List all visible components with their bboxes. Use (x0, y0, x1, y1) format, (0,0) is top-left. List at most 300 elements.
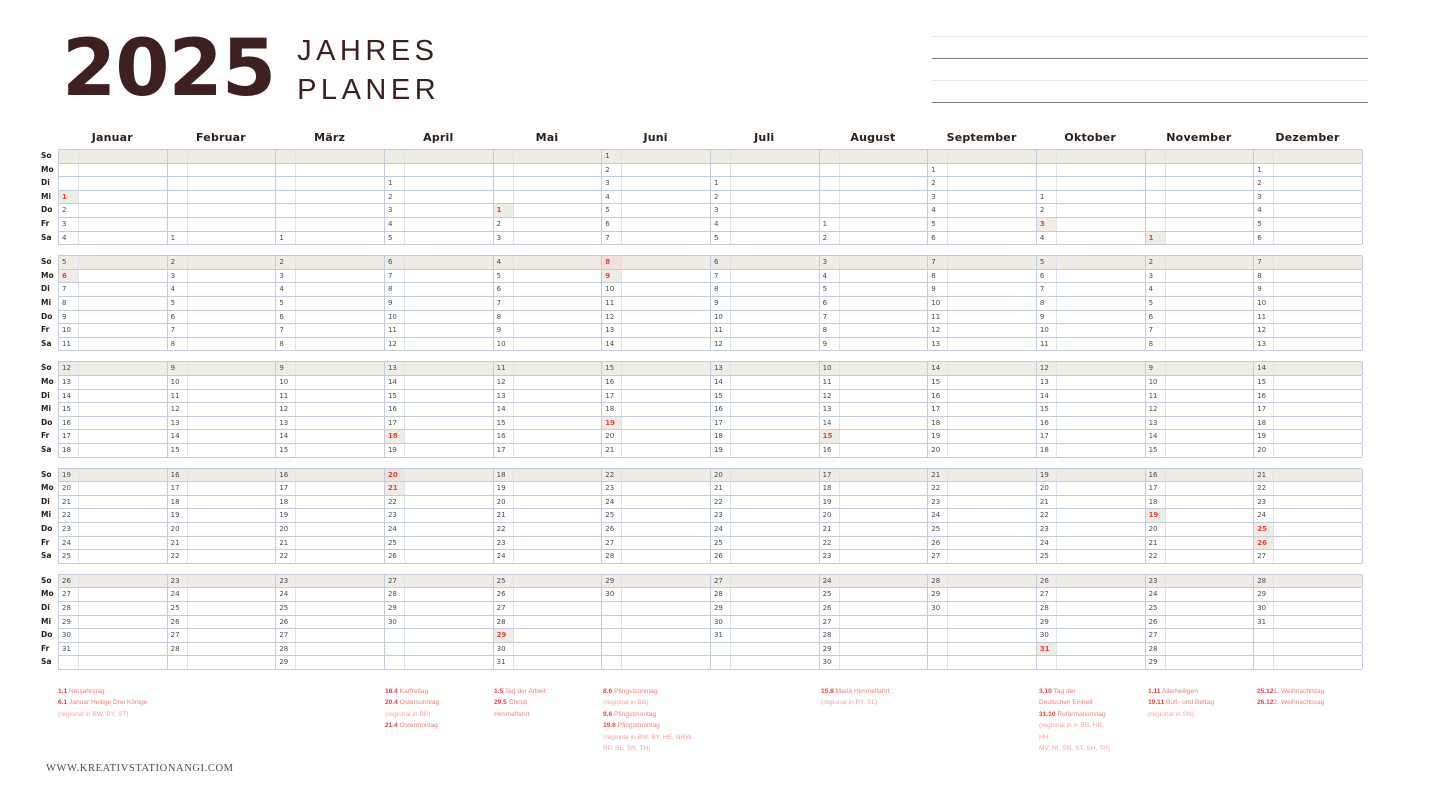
day-note-cell[interactable] (514, 204, 603, 217)
day-note-cell[interactable] (1274, 629, 1363, 642)
day-note-cell[interactable] (948, 656, 1037, 669)
day-note-cell[interactable] (1274, 602, 1363, 615)
day-note-cell[interactable] (1274, 338, 1363, 351)
day-note-cell[interactable] (79, 362, 168, 375)
day-note-cell[interactable] (188, 482, 277, 495)
day-note-cell[interactable] (1274, 509, 1363, 522)
day-note-cell[interactable] (79, 297, 168, 310)
day-note-cell[interactable] (296, 204, 385, 217)
day-note-cell[interactable] (622, 256, 711, 269)
day-note-cell[interactable] (79, 177, 168, 190)
day-note-cell[interactable] (1166, 575, 1255, 588)
day-note-cell[interactable] (1166, 338, 1255, 351)
day-note-cell[interactable] (296, 430, 385, 443)
day-note-cell[interactable] (296, 444, 385, 457)
day-note-cell[interactable] (514, 643, 603, 656)
day-note-cell[interactable] (514, 390, 603, 403)
day-note-cell[interactable] (731, 283, 820, 296)
day-note-cell[interactable] (1057, 430, 1146, 443)
day-note-cell[interactable] (405, 324, 494, 337)
day-note-cell[interactable] (79, 376, 168, 389)
day-note-cell[interactable] (1057, 297, 1146, 310)
day-note-cell[interactable] (1274, 376, 1363, 389)
day-note-cell[interactable] (1057, 232, 1146, 245)
day-note-cell[interactable] (840, 218, 929, 231)
day-note-cell[interactable] (840, 270, 929, 283)
day-note-cell[interactable] (1166, 297, 1255, 310)
day-note-cell[interactable] (79, 338, 168, 351)
day-note-cell[interactable] (79, 509, 168, 522)
day-note-cell[interactable] (79, 588, 168, 601)
day-note-cell[interactable] (948, 537, 1037, 550)
day-note-cell[interactable] (622, 417, 711, 430)
day-note-cell[interactable] (514, 509, 603, 522)
day-note-cell[interactable] (1274, 575, 1363, 588)
day-note-cell[interactable] (188, 324, 277, 337)
day-note-cell[interactable] (1057, 256, 1146, 269)
day-note-cell[interactable] (622, 523, 711, 536)
day-note-cell[interactable] (1274, 550, 1363, 563)
day-note-cell[interactable] (296, 232, 385, 245)
day-note-cell[interactable] (1166, 324, 1255, 337)
day-note-cell[interactable] (296, 417, 385, 430)
day-note-cell[interactable] (79, 311, 168, 324)
day-note-cell[interactable] (1057, 496, 1146, 509)
day-note-cell[interactable] (731, 444, 820, 457)
day-note-cell[interactable] (514, 469, 603, 482)
day-note-cell[interactable] (1166, 270, 1255, 283)
day-note-cell[interactable] (188, 588, 277, 601)
day-note-cell[interactable] (1274, 362, 1363, 375)
day-note-cell[interactable] (622, 191, 711, 204)
day-note-cell[interactable] (79, 643, 168, 656)
day-note-cell[interactable] (840, 575, 929, 588)
day-note-cell[interactable] (1274, 417, 1363, 430)
day-note-cell[interactable] (1166, 469, 1255, 482)
day-note-cell[interactable] (840, 390, 929, 403)
day-note-cell[interactable] (405, 616, 494, 629)
day-note-cell[interactable] (1057, 270, 1146, 283)
day-note-cell[interactable] (296, 324, 385, 337)
day-note-cell[interactable] (79, 575, 168, 588)
day-note-cell[interactable] (948, 390, 1037, 403)
day-note-cell[interactable] (840, 602, 929, 615)
day-note-cell[interactable] (622, 537, 711, 550)
day-note-cell[interactable] (948, 588, 1037, 601)
day-note-cell[interactable] (948, 283, 1037, 296)
day-note-cell[interactable] (296, 376, 385, 389)
day-note-cell[interactable] (948, 362, 1037, 375)
day-note-cell[interactable] (1274, 191, 1363, 204)
day-note-cell[interactable] (296, 509, 385, 522)
day-note-cell[interactable] (840, 537, 929, 550)
day-note-cell[interactable] (840, 232, 929, 245)
day-note-cell[interactable] (296, 390, 385, 403)
day-note-cell[interactable] (1057, 191, 1146, 204)
day-note-cell[interactable] (188, 509, 277, 522)
day-note-cell[interactable] (1274, 430, 1363, 443)
day-note-cell[interactable] (731, 218, 820, 231)
day-note-cell[interactable] (1057, 324, 1146, 337)
day-note-cell[interactable] (188, 523, 277, 536)
day-note-cell[interactable] (948, 469, 1037, 482)
day-note-cell[interactable] (1166, 602, 1255, 615)
day-note-cell[interactable] (79, 270, 168, 283)
day-note-cell[interactable] (188, 575, 277, 588)
day-note-cell[interactable] (1166, 509, 1255, 522)
day-note-cell[interactable] (188, 444, 277, 457)
day-note-cell[interactable] (1274, 311, 1363, 324)
day-note-cell[interactable] (514, 311, 603, 324)
day-note-cell[interactable] (79, 602, 168, 615)
day-note-cell[interactable] (79, 482, 168, 495)
day-note-cell[interactable] (514, 297, 603, 310)
day-note-cell[interactable] (840, 362, 929, 375)
day-note-cell[interactable] (1166, 232, 1255, 245)
day-note-cell[interactable] (622, 376, 711, 389)
day-note-cell[interactable] (1274, 643, 1363, 656)
day-note-cell[interactable] (188, 232, 277, 245)
day-note-cell[interactable] (79, 656, 168, 669)
day-note-cell[interactable] (1274, 297, 1363, 310)
day-note-cell[interactable] (79, 164, 168, 177)
day-note-cell[interactable] (1274, 164, 1363, 177)
day-note-cell[interactable] (296, 469, 385, 482)
day-note-cell[interactable] (948, 164, 1037, 177)
day-note-cell[interactable] (514, 232, 603, 245)
day-note-cell[interactable] (296, 177, 385, 190)
day-note-cell[interactable] (622, 602, 711, 615)
day-note-cell[interactable] (622, 656, 711, 669)
day-note-cell[interactable] (514, 575, 603, 588)
day-note-cell[interactable] (840, 523, 929, 536)
day-note-cell[interactable] (622, 430, 711, 443)
day-note-cell[interactable] (296, 150, 385, 163)
day-note-cell[interactable] (731, 629, 820, 642)
day-note-cell[interactable] (1274, 588, 1363, 601)
day-note-cell[interactable] (296, 656, 385, 669)
day-note-cell[interactable] (79, 430, 168, 443)
day-note-cell[interactable] (405, 283, 494, 296)
day-note-cell[interactable] (731, 297, 820, 310)
day-note-cell[interactable] (514, 164, 603, 177)
day-note-cell[interactable] (948, 482, 1037, 495)
day-note-cell[interactable] (840, 177, 929, 190)
day-note-cell[interactable] (1057, 390, 1146, 403)
day-note-cell[interactable] (405, 469, 494, 482)
day-note-cell[interactable] (948, 232, 1037, 245)
day-note-cell[interactable] (1057, 150, 1146, 163)
day-note-cell[interactable] (840, 588, 929, 601)
day-note-cell[interactable] (1057, 177, 1146, 190)
day-note-cell[interactable] (1166, 523, 1255, 536)
day-note-cell[interactable] (948, 204, 1037, 217)
day-note-cell[interactable] (1274, 177, 1363, 190)
day-note-cell[interactable] (79, 523, 168, 536)
day-note-cell[interactable] (622, 550, 711, 563)
day-note-cell[interactable] (514, 256, 603, 269)
day-note-cell[interactable] (622, 283, 711, 296)
day-note-cell[interactable] (1057, 164, 1146, 177)
day-note-cell[interactable] (405, 191, 494, 204)
day-note-cell[interactable] (188, 204, 277, 217)
day-note-cell[interactable] (840, 283, 929, 296)
day-note-cell[interactable] (948, 338, 1037, 351)
day-note-cell[interactable] (1166, 191, 1255, 204)
day-note-cell[interactable] (1057, 338, 1146, 351)
day-note-cell[interactable] (1274, 656, 1363, 669)
day-note-cell[interactable] (622, 444, 711, 457)
day-note-cell[interactable] (79, 191, 168, 204)
day-note-cell[interactable] (514, 656, 603, 669)
day-note-cell[interactable] (1274, 537, 1363, 550)
day-note-cell[interactable] (622, 362, 711, 375)
day-note-cell[interactable] (622, 482, 711, 495)
day-note-cell[interactable] (405, 164, 494, 177)
day-note-cell[interactable] (731, 602, 820, 615)
day-note-cell[interactable] (1166, 164, 1255, 177)
day-note-cell[interactable] (188, 629, 277, 642)
day-note-cell[interactable] (948, 643, 1037, 656)
day-note-cell[interactable] (188, 177, 277, 190)
day-note-cell[interactable] (79, 232, 168, 245)
day-note-cell[interactable] (405, 537, 494, 550)
day-note-cell[interactable] (79, 550, 168, 563)
day-note-cell[interactable] (840, 204, 929, 217)
day-note-cell[interactable] (731, 496, 820, 509)
day-note-cell[interactable] (731, 232, 820, 245)
day-note-cell[interactable] (188, 164, 277, 177)
day-note-cell[interactable] (622, 270, 711, 283)
day-note-cell[interactable] (622, 496, 711, 509)
day-note-cell[interactable] (79, 417, 168, 430)
day-note-cell[interactable] (296, 270, 385, 283)
day-note-cell[interactable] (514, 588, 603, 601)
day-note-cell[interactable] (840, 656, 929, 669)
day-note-cell[interactable] (840, 496, 929, 509)
day-note-cell[interactable] (514, 616, 603, 629)
day-note-cell[interactable] (188, 656, 277, 669)
day-note-cell[interactable] (948, 629, 1037, 642)
day-note-cell[interactable] (514, 362, 603, 375)
day-note-cell[interactable] (840, 482, 929, 495)
day-note-cell[interactable] (1057, 575, 1146, 588)
day-note-cell[interactable] (622, 232, 711, 245)
day-note-cell[interactable] (1057, 218, 1146, 231)
day-note-cell[interactable] (731, 643, 820, 656)
day-note-cell[interactable] (1274, 444, 1363, 457)
day-note-cell[interactable] (1057, 376, 1146, 389)
day-note-cell[interactable] (840, 403, 929, 416)
day-note-cell[interactable] (840, 550, 929, 563)
day-note-cell[interactable] (79, 324, 168, 337)
day-note-cell[interactable] (840, 256, 929, 269)
day-note-cell[interactable] (296, 575, 385, 588)
day-note-cell[interactable] (188, 496, 277, 509)
day-note-cell[interactable] (948, 602, 1037, 615)
day-note-cell[interactable] (296, 164, 385, 177)
day-note-cell[interactable] (1057, 602, 1146, 615)
day-note-cell[interactable] (188, 376, 277, 389)
day-note-cell[interactable] (948, 444, 1037, 457)
day-note-cell[interactable] (188, 150, 277, 163)
day-note-cell[interactable] (514, 629, 603, 642)
day-note-cell[interactable] (1166, 550, 1255, 563)
day-note-cell[interactable] (731, 270, 820, 283)
day-note-cell[interactable] (1166, 390, 1255, 403)
day-note-cell[interactable] (188, 616, 277, 629)
day-note-cell[interactable] (840, 164, 929, 177)
day-note-cell[interactable] (296, 338, 385, 351)
day-note-cell[interactable] (1057, 444, 1146, 457)
day-note-cell[interactable] (405, 150, 494, 163)
day-note-cell[interactable] (188, 537, 277, 550)
day-note-cell[interactable] (514, 270, 603, 283)
day-note-cell[interactable] (405, 444, 494, 457)
day-note-cell[interactable] (1166, 629, 1255, 642)
day-note-cell[interactable] (405, 204, 494, 217)
day-note-cell[interactable] (1274, 218, 1363, 231)
day-note-cell[interactable] (405, 417, 494, 430)
day-note-cell[interactable] (405, 256, 494, 269)
day-note-cell[interactable] (296, 283, 385, 296)
day-note-cell[interactable] (188, 338, 277, 351)
day-note-cell[interactable] (188, 403, 277, 416)
day-note-cell[interactable] (1166, 218, 1255, 231)
day-note-cell[interactable] (1057, 311, 1146, 324)
day-note-cell[interactable] (1274, 324, 1363, 337)
day-note-cell[interactable] (188, 311, 277, 324)
day-note-cell[interactable] (405, 338, 494, 351)
day-note-cell[interactable] (1166, 283, 1255, 296)
day-note-cell[interactable] (1057, 283, 1146, 296)
day-note-cell[interactable] (948, 575, 1037, 588)
day-note-cell[interactable] (948, 311, 1037, 324)
day-note-cell[interactable] (405, 430, 494, 443)
day-note-cell[interactable] (731, 204, 820, 217)
day-note-cell[interactable] (296, 537, 385, 550)
day-note-cell[interactable] (514, 537, 603, 550)
day-note-cell[interactable] (1166, 656, 1255, 669)
day-note-cell[interactable] (1166, 311, 1255, 324)
day-note-cell[interactable] (1274, 469, 1363, 482)
day-note-cell[interactable] (731, 177, 820, 190)
day-note-cell[interactable] (188, 218, 277, 231)
day-note-cell[interactable] (405, 390, 494, 403)
day-note-cell[interactable] (188, 362, 277, 375)
day-note-cell[interactable] (405, 602, 494, 615)
day-note-cell[interactable] (948, 324, 1037, 337)
day-note-cell[interactable] (622, 629, 711, 642)
day-note-cell[interactable] (1057, 469, 1146, 482)
day-note-cell[interactable] (622, 204, 711, 217)
day-note-cell[interactable] (296, 362, 385, 375)
day-note-cell[interactable] (1057, 204, 1146, 217)
day-note-cell[interactable] (405, 177, 494, 190)
day-note-cell[interactable] (622, 390, 711, 403)
day-note-cell[interactable] (1274, 150, 1363, 163)
day-note-cell[interactable] (948, 270, 1037, 283)
day-note-cell[interactable] (79, 283, 168, 296)
day-note-cell[interactable] (1057, 550, 1146, 563)
day-note-cell[interactable] (731, 338, 820, 351)
day-note-cell[interactable] (1274, 523, 1363, 536)
day-note-cell[interactable] (296, 523, 385, 536)
day-note-cell[interactable] (731, 588, 820, 601)
day-note-cell[interactable] (1057, 629, 1146, 642)
day-note-cell[interactable] (948, 496, 1037, 509)
day-note-cell[interactable] (1166, 177, 1255, 190)
day-note-cell[interactable] (514, 338, 603, 351)
day-note-cell[interactable] (840, 469, 929, 482)
day-note-cell[interactable] (622, 403, 711, 416)
day-note-cell[interactable] (1274, 616, 1363, 629)
day-note-cell[interactable] (296, 311, 385, 324)
day-note-cell[interactable] (79, 629, 168, 642)
day-note-cell[interactable] (188, 270, 277, 283)
day-note-cell[interactable] (731, 537, 820, 550)
calendar-grid[interactable] (40, 149, 1362, 680)
day-note-cell[interactable] (840, 191, 929, 204)
day-note-cell[interactable] (296, 403, 385, 416)
day-note-cell[interactable] (514, 177, 603, 190)
day-note-cell[interactable] (1166, 150, 1255, 163)
day-note-cell[interactable] (840, 509, 929, 522)
day-note-cell[interactable] (188, 283, 277, 296)
day-note-cell[interactable] (731, 256, 820, 269)
day-note-cell[interactable] (1057, 656, 1146, 669)
day-note-cell[interactable] (188, 256, 277, 269)
day-note-cell[interactable] (79, 390, 168, 403)
day-note-cell[interactable] (514, 430, 603, 443)
day-note-cell[interactable] (296, 588, 385, 601)
day-note-cell[interactable] (1166, 376, 1255, 389)
day-note-cell[interactable] (405, 218, 494, 231)
day-note-cell[interactable] (405, 656, 494, 669)
day-note-cell[interactable] (514, 324, 603, 337)
day-note-cell[interactable] (1274, 496, 1363, 509)
day-note-cell[interactable] (840, 629, 929, 642)
day-note-cell[interactable] (405, 496, 494, 509)
day-note-cell[interactable] (731, 575, 820, 588)
day-note-cell[interactable] (188, 602, 277, 615)
day-note-cell[interactable] (840, 338, 929, 351)
day-note-cell[interactable] (405, 482, 494, 495)
day-note-cell[interactable] (1166, 430, 1255, 443)
day-note-cell[interactable] (514, 218, 603, 231)
day-note-cell[interactable] (731, 550, 820, 563)
day-note-cell[interactable] (188, 417, 277, 430)
day-note-cell[interactable] (731, 390, 820, 403)
day-note-cell[interactable] (840, 616, 929, 629)
day-note-cell[interactable] (948, 177, 1037, 190)
day-note-cell[interactable] (79, 469, 168, 482)
day-note-cell[interactable] (1274, 482, 1363, 495)
day-note-cell[interactable] (1166, 643, 1255, 656)
day-note-cell[interactable] (296, 482, 385, 495)
day-note-cell[interactable] (1274, 283, 1363, 296)
day-note-cell[interactable] (731, 164, 820, 177)
day-note-cell[interactable] (1057, 616, 1146, 629)
day-note-cell[interactable] (948, 550, 1037, 563)
day-note-cell[interactable] (405, 550, 494, 563)
day-note-cell[interactable] (79, 403, 168, 416)
day-note-cell[interactable] (405, 509, 494, 522)
day-note-cell[interactable] (1166, 444, 1255, 457)
day-note-cell[interactable] (296, 496, 385, 509)
day-note-cell[interactable] (1057, 537, 1146, 550)
day-note-cell[interactable] (622, 469, 711, 482)
